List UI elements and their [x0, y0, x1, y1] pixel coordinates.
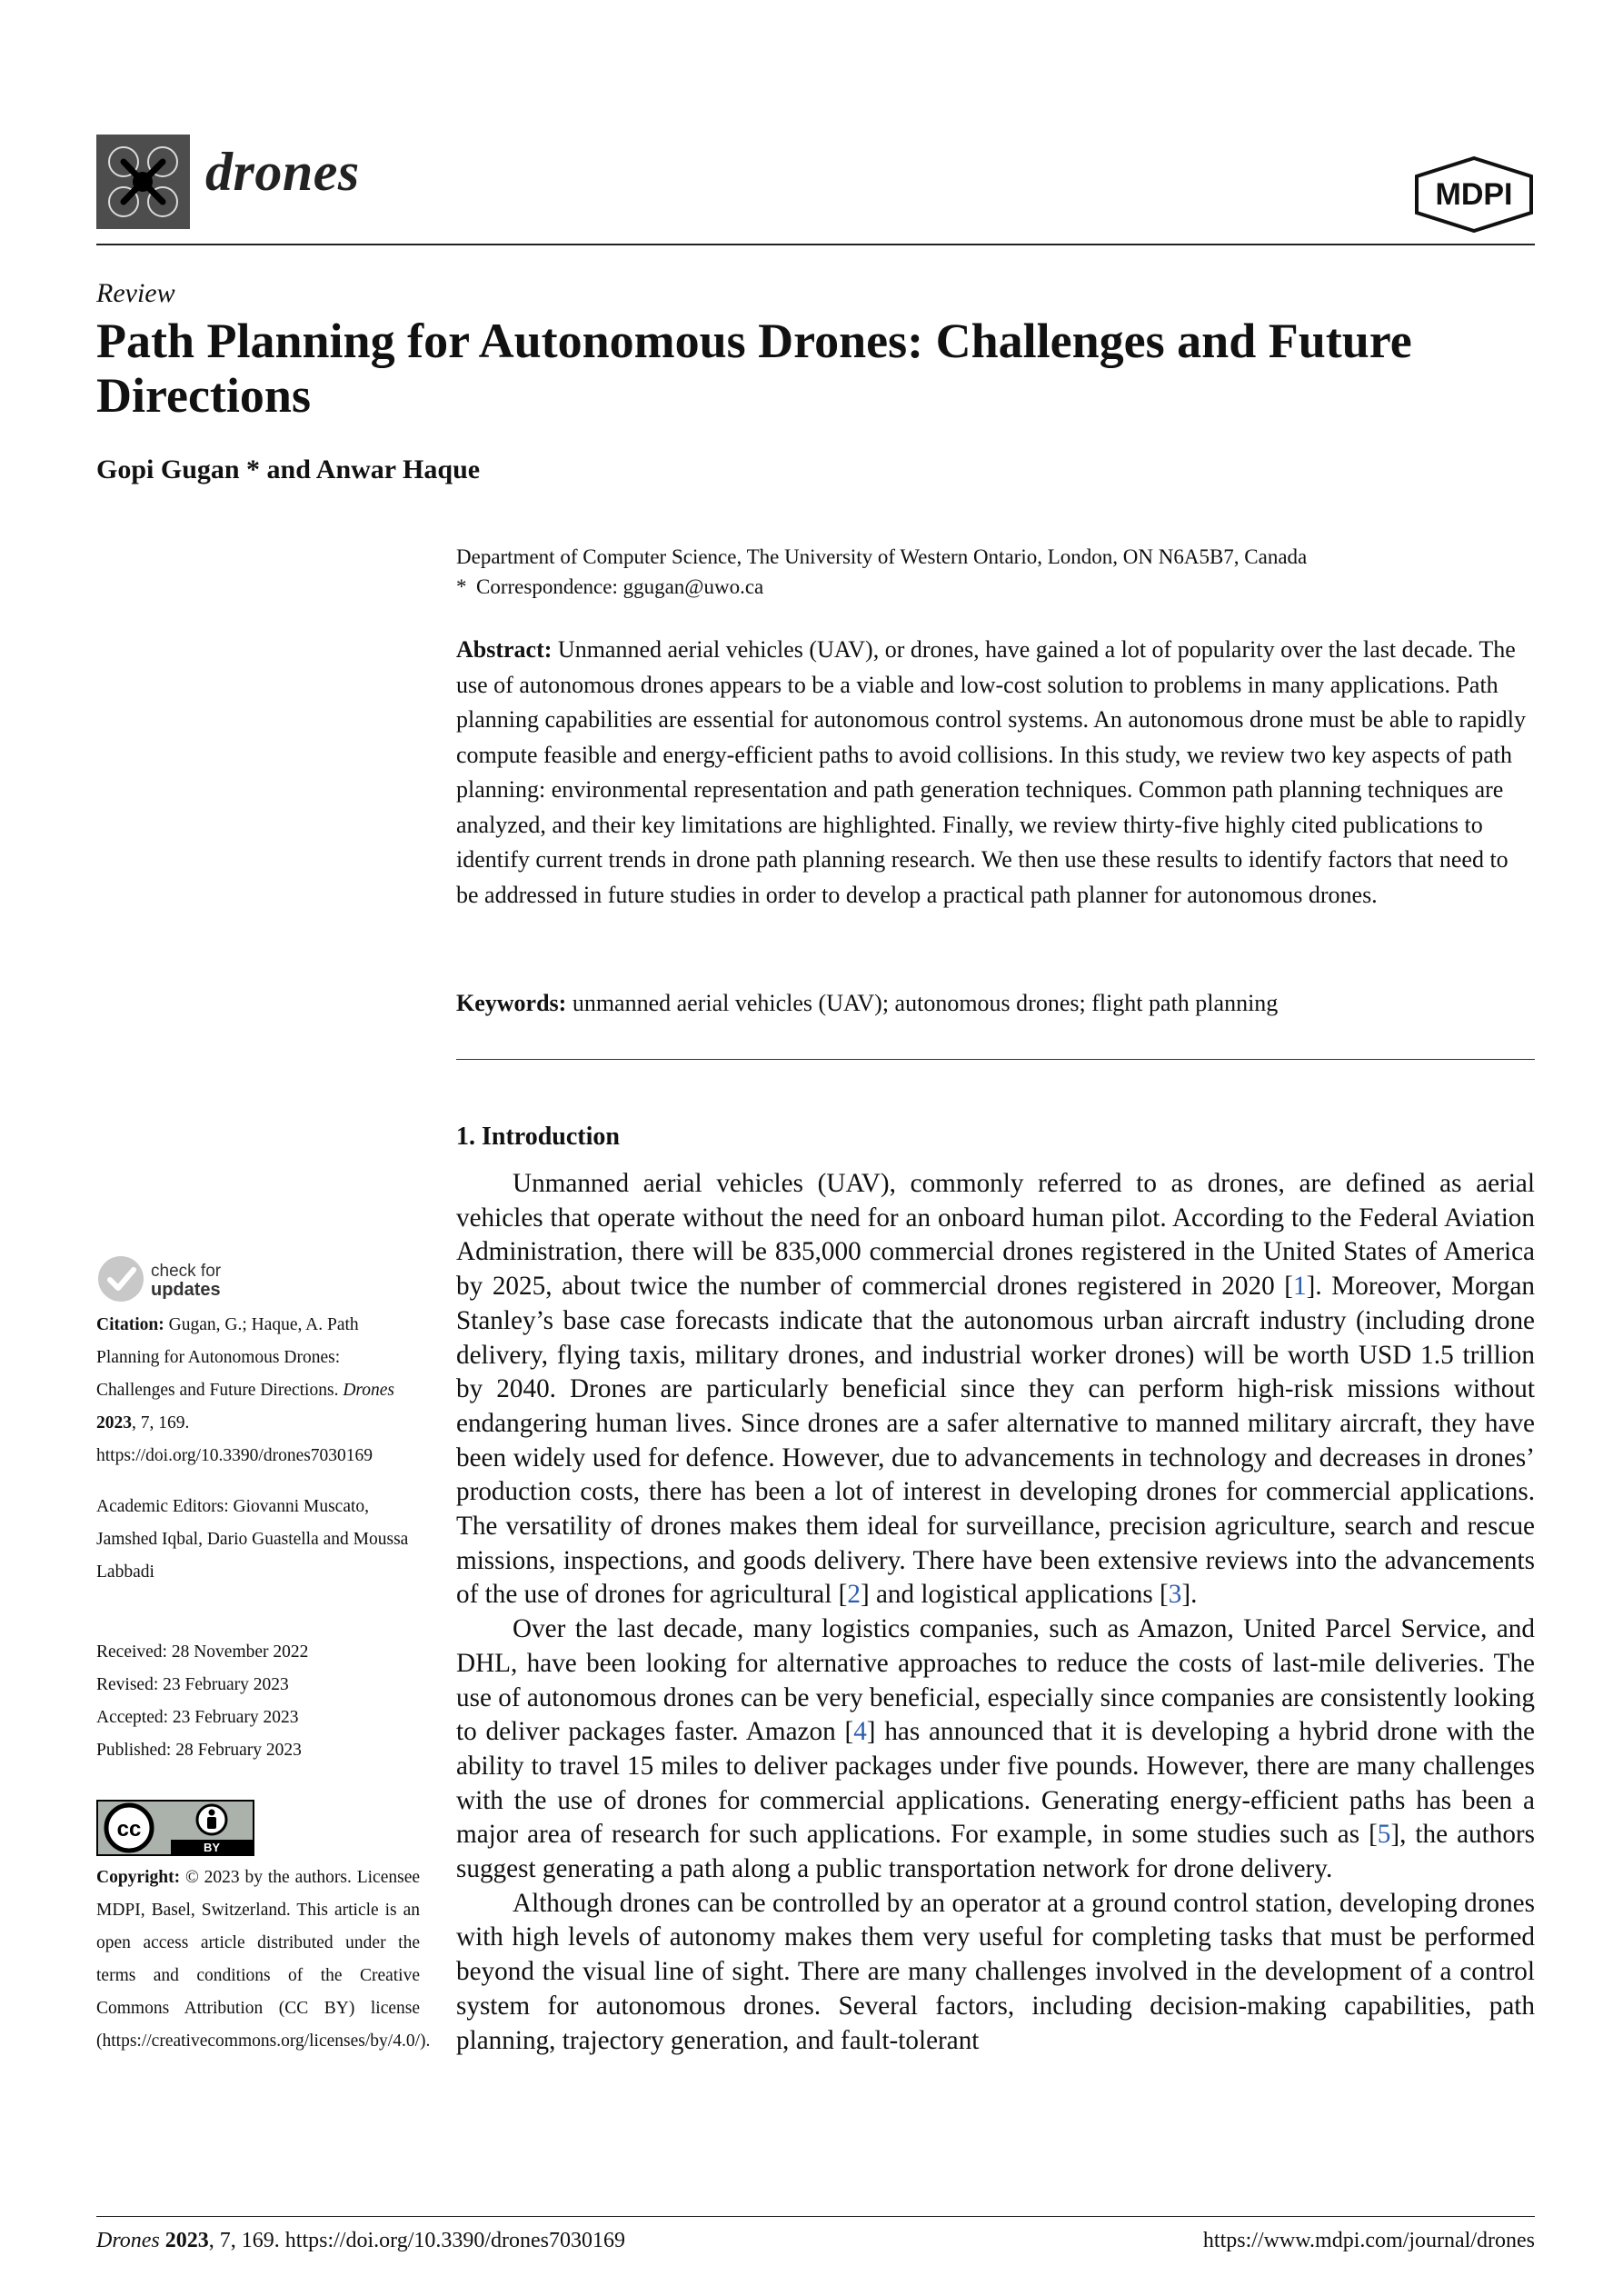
citation-link[interactable]: 2: [847, 1580, 861, 1610]
footer-citation[interactable]: Drones 2023, 7, 169. https://doi.org/10.3390/drones7030169: [96, 2229, 626, 2252]
svg-text:BY: BY: [203, 1841, 221, 1854]
journal-logo: [96, 135, 190, 229]
dates: [96, 1636, 420, 1767]
section-body: [456, 1167, 1535, 2058]
paragraph: Over the last decade, many logistics companies, such as Amazon, United Parcel Service, and DHL, have been looking for alternative approaches to reduce the costs of last-mile deliveries. The use of autonomous drones can be very beneficial, especially since companies are consistently looking to deliver packages faster. Amazon [4] has announced that it is developing a hybrid drone with the ability to travel 15 miles to deliver packages under five pounds. However, there are many challenges with the use of drones for commercial applications. Generating energy-efficient paths has been a major area of research for such applications. For example, in some studies such as [5], the authors suggest generating a path along a public transportation network for drone delivery.: [456, 1614, 1536, 1884]
article-type: Review: [96, 278, 175, 308]
keywords-label: Keywords:: [456, 990, 567, 1016]
mdpi-logo-text: MDPI: [1435, 177, 1513, 212]
citation-link[interactable]: 3: [1168, 1580, 1182, 1610]
citation-link[interactable]: 1: [1293, 1272, 1307, 1302]
check-updates-top: check for: [151, 1262, 222, 1281]
correspondence-star: *: [456, 575, 467, 598]
correspondence-email[interactable]: Correspondence: ggugan@uwo.ca: [476, 575, 764, 598]
citation-link[interactable]: 4: [853, 1717, 867, 1747]
header-divider: [96, 244, 1535, 245]
published-date: Published: 28 February 2023: [96, 1741, 302, 1760]
authors: Gopi Gugan * and Anwar Haque: [96, 454, 481, 484]
correspondence: [456, 572, 1535, 602]
accepted-date: Accepted: 23 February 2023: [96, 1708, 299, 1727]
citation-label: Citation:: [96, 1315, 164, 1334]
abstract-label: Abstract:: [456, 636, 553, 663]
journal-name: drones: [205, 142, 360, 202]
received-date: Received: 28 November 2022: [96, 1642, 309, 1662]
abstract: [456, 633, 1535, 913]
revised-date: Revised: 23 February 2023: [96, 1675, 289, 1694]
mdpi-logo: [1413, 156, 1535, 237]
paragraph: Unmanned aerial vehicles (UAV), commonly referred to as drones, are defined as aerial vehicles that operate without the need for an onboard human pilot. According to the Federal Aviation Administration, there will be 835,000 commercial drones registered in the United States of America by 2025, about twice the number of commercial drones registered in 2020 [1]. Moreover, Morgan Stanley’s base case forecasts indicate that the autonomous urban aircraft industry (including drone delivery, flying taxis, military drones, and industrial worker drones) will be worth USD 1.5 trillion by 2040. Drones are particularly beneficial since they can perform high-risk missions without endangering human lives. Since drones are a safer alternative to manned military aircraft, they have been widely used for defence. However, due to advancements in technology and decreases in drones’ production costs, there has been a lot of interest in developing drones for commercial applications. The versatility of drones makes them ideal for surveillance, precision agriculture, search and rescue missions, inspections, and goods delivery. There have been extensive reviews into the advancements of the use of drones for agricultural [2] and logistical applications [3].: [456, 1169, 1536, 1610]
citation-doi[interactable]: , 7, 169. https://doi.org/10.3390/drones7030169: [96, 1413, 373, 1465]
footer-journal-url[interactable]: https://www.mdpi.com/journal/drones: [1202, 2229, 1535, 2252]
cc-by-license-badge[interactable]: [96, 1800, 254, 1861]
section-heading: 1. Introduction: [456, 1123, 620, 1151]
paragraph: Although drones can be controlled by an operator at a ground control station, developing drones with high levels of autonomy makes them very useful for completing tasks that must be performed beyond the visual line of sight. There are many challenges involved in the development of a control system for autonomous drones. Several factors, including decision-making capabilities, path planning, trajectory generation, and fault-tolerant: [456, 1888, 1535, 2055]
copyright-label: Copyright:: [96, 1868, 181, 1887]
check-icon: [98, 1256, 144, 1302]
keywords: [456, 987, 1535, 1020]
abstract-text: Unmanned aerial vehicles (UAV), or drones, have gained a lot of popularity over the last decade. The use of autonomous drones appears to be a viable and low-cost solution to problems in many applications. Path planning capabilities are essential for autonomous control systems. An autonomous drone must be able to rapidly compute feasible and energy-efficient paths to avoid collisions. In this study, we review two key aspects of path planning: environmental representation and path generation techniques. Common path planning techniques are analyzed, and their key limitations are highlighted. Finally, we review thirty-five highly cited publications to identify current trends in drone path planning research. We then use these results to identify factors that need to be addressed in future studies in order to develop a practical path planner for autonomous drones.: [456, 636, 1526, 908]
check-updates-bottom: updates: [151, 1280, 221, 1300]
footer-divider: [96, 2216, 1535, 2217]
academic-editors: Academic Editors: Giovanni Muscato, Jamshed Iqbal, Dario Guastella and Moussa Labbadi: [96, 1497, 409, 1582]
citation-link[interactable]: 5: [1377, 1820, 1391, 1850]
affiliations: [456, 542, 1535, 602]
affiliation: Department of Computer Science, The University of Western Ontario, London, ON N6A5B7, Canada: [456, 545, 1308, 568]
svg-text:cc: cc: [116, 1817, 142, 1842]
abstract-divider: [456, 1059, 1535, 1060]
copyright: Copyright: © 2023 by the authors. Licensee MDPI, Basel, Switzerland. This article is an open access article distributed under the terms and conditions of the Creative Commons Attribution (CC BY) license (https://creativecommons.org/licenses/by/4.0/).: [96, 1868, 431, 2051]
keywords-text: unmanned aerial vehicles (UAV); autonomous drones; flight path planning: [572, 990, 1279, 1016]
citation: Citation: Gugan, G.; Haque, A. Path Planning for Autonomous Drones: Challenges and Future Directions. Drones 2023, 7, 169. https://doi.org/10.3390/drones7030169: [96, 1315, 395, 1465]
drone-icon: [96, 135, 190, 229]
check-for-updates-badge[interactable]: [96, 1253, 278, 1310]
article-title: Path Planning for Autonomous Drones: Challenges and Future Directions: [96, 314, 1412, 423]
